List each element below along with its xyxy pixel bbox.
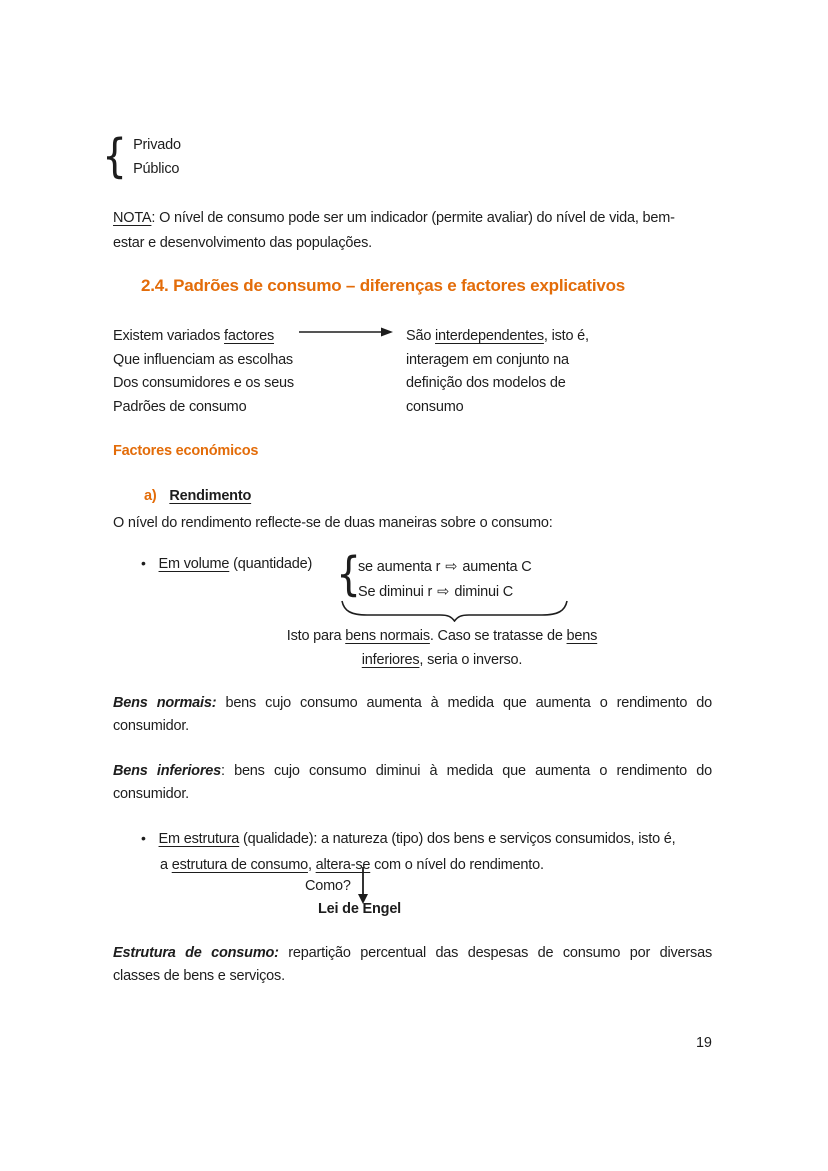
bens-inferiores-text2: consumidor. xyxy=(113,786,189,802)
case-increase-right: aumenta C xyxy=(462,559,532,575)
caption-line1-pre: Isto para xyxy=(286,628,346,644)
rendimento-title: Rendimento xyxy=(169,488,252,504)
nota-line2: estar e desenvolvimento das populações. xyxy=(113,234,373,251)
nota-paragraph xyxy=(113,206,675,255)
nota-label: NOTA xyxy=(113,210,152,226)
case-increase-left: se aumenta r xyxy=(358,559,441,575)
caption-bens-normais-underlined: bens normais xyxy=(345,628,430,644)
factors-left-line3: Dos consumidores e os seus xyxy=(113,375,294,391)
caption-line2-post: , seria o inverso. xyxy=(419,652,523,668)
factors-left-column xyxy=(113,325,294,419)
bens-normais-term: Bens normais: xyxy=(113,695,217,711)
caption-bens-underlined: bens xyxy=(566,628,598,644)
factors-right-line3: definição dos modelos de xyxy=(406,375,566,391)
factors-right-line2: interagem em conjunto na xyxy=(406,351,569,368)
volume-label-rest: (quantidade) xyxy=(229,556,313,572)
estrutura-de-consumo-underlined: estrutura de consumo xyxy=(171,857,308,873)
bens-normais-definition xyxy=(113,692,712,738)
factors-left-line1: Existem variados xyxy=(113,328,225,344)
factors-right-column xyxy=(406,325,589,419)
factors-right-line1-underlined: interdependentes xyxy=(435,328,544,344)
rendimento-heading xyxy=(144,488,251,504)
estrutura-label-underlined: Em estrutura xyxy=(158,831,240,847)
bens-inferiores-definition xyxy=(113,760,712,806)
rendimento-intro: O nível do rendimento reflecte-se de duas maneiras sobre o consumo: xyxy=(113,515,553,531)
bens-inferiores-term: Bens inferiores xyxy=(113,763,221,779)
estrutura-bullet-item xyxy=(141,830,676,847)
caption-line1-mid: . Caso se tratasse de xyxy=(429,628,567,644)
bens-inferiores-text: : bens cujo consumo diminui à medida que aumenta o rendimento do xyxy=(221,763,712,779)
estrutura-definition xyxy=(113,942,712,988)
bens-normais-text: bens cujo consumo aumenta à medida que aumenta o rendimento do xyxy=(225,695,713,711)
bullet-icon: • xyxy=(141,830,146,846)
implies-arrow-icon: ⇨ xyxy=(445,559,458,575)
page-number: 19 xyxy=(696,1035,712,1051)
section-heading: 2.4. Padrões de consumo – diferenças e factores explicativos xyxy=(141,276,626,295)
implies-arrow-icon: ⇨ xyxy=(437,583,450,600)
normal-goods-caption xyxy=(142,624,742,672)
factors-right-line4: consumo xyxy=(406,398,464,415)
lei-de-engel-label: Lei de Engel xyxy=(318,901,402,917)
consumption-scope-group xyxy=(100,131,181,181)
como-question: Como? xyxy=(305,878,351,894)
scope-item-privado: Privado xyxy=(133,137,181,153)
scope-item-publico: Público xyxy=(133,160,180,177)
estrutura-term: Estrutura de consumo: xyxy=(113,945,279,961)
nota-line1: : O nível de consumo pode ser um indicador (permite avaliar) do nível de vida, bem- xyxy=(151,210,675,226)
cases-curly-brace-icon: { xyxy=(336,547,361,601)
volume-bullet-item xyxy=(141,555,312,572)
caption-inferiores-underlined: inferiores xyxy=(361,652,420,668)
economic-factors-heading: Factores económicos xyxy=(113,443,259,459)
underbrace-icon xyxy=(341,600,568,622)
right-arrow-icon xyxy=(299,325,394,339)
factors-left-line2: Que influenciam as escolhas xyxy=(113,351,293,368)
case-decrease-left: Se diminui r xyxy=(358,583,433,600)
factors-left-line4: Padrões de consumo xyxy=(113,398,247,415)
volume-label-underlined: Em volume xyxy=(158,556,230,572)
estrutura-line2 xyxy=(160,854,544,878)
bens-normais-text2: consumidor. xyxy=(113,718,189,734)
estrutura-line1-rest: (qualidade): a natureza (tipo) dos bens e serviços consumidos, isto é, xyxy=(239,831,676,847)
estrutura-text2: classes de bens e serviços. xyxy=(113,968,285,984)
factors-right-line1-post: , isto é, xyxy=(543,328,589,344)
factors-left-line1-underlined: factores xyxy=(224,328,275,344)
estrutura-line2-mid: , xyxy=(307,857,316,873)
bullet-icon: • xyxy=(141,555,146,571)
list-marker-a: a) xyxy=(144,488,157,504)
down-arrow-icon xyxy=(356,867,370,905)
estrutura-line2-pre: a xyxy=(160,857,172,873)
case-decrease-right: diminui C xyxy=(454,583,513,600)
estrutura-line2-post: com o nível do rendimento. xyxy=(370,857,544,873)
volume-cases xyxy=(358,555,532,604)
factors-right-line1: São xyxy=(406,328,436,344)
altera-se-underlined: altera-se xyxy=(315,857,371,873)
left-curly-brace-icon: { xyxy=(102,129,127,183)
estrutura-text: repartição percentual das despesas de consumo por diversas xyxy=(288,945,712,961)
